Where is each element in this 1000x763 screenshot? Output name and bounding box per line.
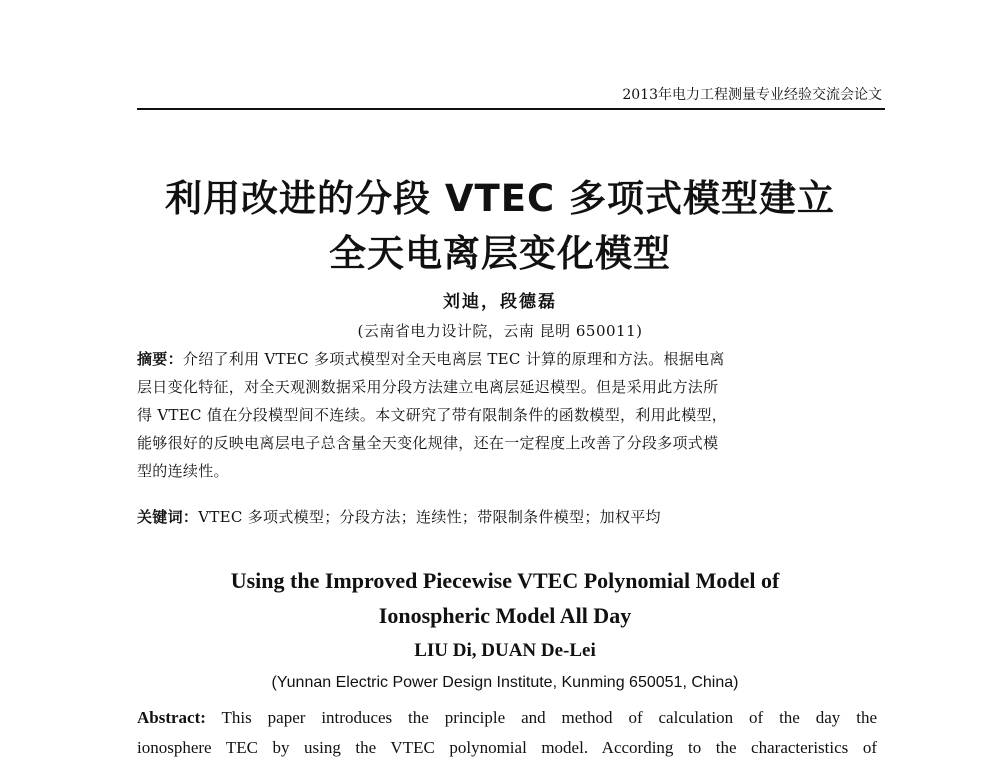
keywords-cn-text: VTEC 多项式模型；分段方法；连续性；带限制条件模型；加权平均 bbox=[198, 508, 661, 526]
abstract-en-label: Abstract: bbox=[137, 708, 206, 727]
abstract-cn-label: 摘要： bbox=[137, 350, 183, 368]
title-en-line2: Ionospheric Model All Day bbox=[378, 603, 632, 628]
running-header: 2013年电力工程测量专业经验交流会论文 bbox=[622, 87, 882, 103]
title-cn-line2: 全天电离层变化模型 bbox=[329, 232, 671, 275]
abstract-cn-line: 层日变化特征，对全天观测数据采用分段方法建立电离层延迟模型。但是采用此方法所 bbox=[137, 378, 719, 396]
authors-en: LIU Di, DUAN De-Lei bbox=[414, 640, 596, 661]
abstract-cn-line: 能够很好的反映电离层电子总含量全天变化规律，还在一定程度上改善了分段多项式模 bbox=[137, 434, 719, 452]
keywords-cn bbox=[137, 506, 877, 527]
abstract-en-line: ionosphere TEC by using the VTEC polynomial model. According to the characteristics of bbox=[137, 738, 877, 757]
affiliation-en: (Yunnan Electric Power Design Institute, Kunming 650051, China) bbox=[271, 674, 739, 691]
title-en-line1: Using the Improved Piecewise VTEC Polynomial Model of bbox=[230, 568, 780, 593]
affiliation-cn: (云南省电力设计院，云南 昆明 650011) bbox=[357, 322, 643, 340]
keywords-cn-label: 关键词： bbox=[137, 508, 199, 526]
abstract-cn-line: 得 VTEC 值在分段模型间不连续。本文研究了带有限制条件的函数模型，利用此模型， bbox=[137, 406, 728, 424]
abstract-cn-line: 型的连续性。 bbox=[137, 462, 229, 480]
abstract-en-line: Abstract: This paper introduces the principle and method of calculation of the day the bbox=[137, 708, 877, 727]
abstract-cn-line: 摘要：介绍了利用 VTEC 多项式模型对全天电离层 TEC 计算的原理和方法。根据电离 bbox=[137, 350, 725, 368]
title-cn-line1: 利用改进的分段 VTEC 多项式模型建立 bbox=[164, 177, 836, 220]
authors-cn: 刘迪，段德磊 bbox=[443, 292, 557, 312]
abstract-en bbox=[137, 703, 877, 763]
header-rule bbox=[137, 108, 885, 110]
abstract-cn bbox=[137, 345, 877, 485]
